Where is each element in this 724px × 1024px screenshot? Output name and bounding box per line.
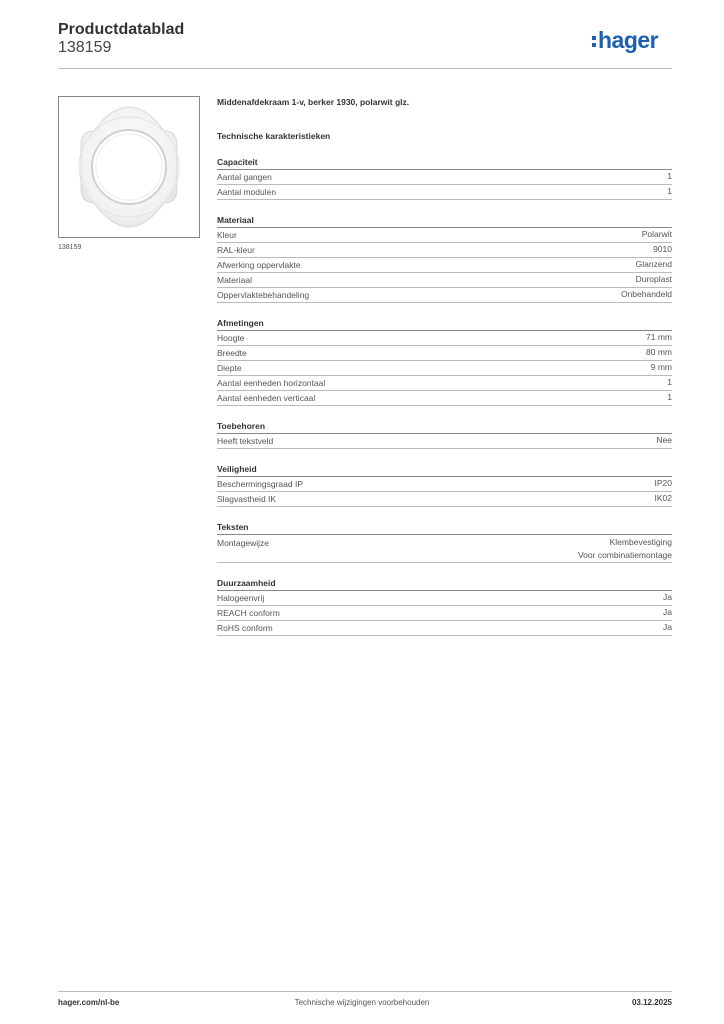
spec-value <box>663 591 672 605</box>
logo-dots-icon <box>592 34 596 48</box>
spec-row <box>217 621 672 636</box>
spec-label: Montagewijze <box>217 538 269 548</box>
spec-row <box>217 331 672 346</box>
spec-label: Afwerking oppervlakte <box>217 260 301 270</box>
spec-row <box>217 346 672 361</box>
section-heading: Afmetingen <box>217 317 672 331</box>
spec-value-line: 80 mm <box>646 347 672 357</box>
spec-label: Aantal eenheden verticaal <box>217 393 316 403</box>
spec-section <box>217 463 672 507</box>
footer-divider <box>58 991 672 992</box>
spec-section <box>217 521 672 563</box>
spec-value <box>667 185 672 199</box>
spec-label: Aantal eenheden horizontaal <box>217 378 326 388</box>
spec-value-line: Duroplast <box>635 274 672 284</box>
section-heading: Teksten <box>217 521 672 535</box>
spec-label: RAL-kleur <box>217 245 255 255</box>
spec-row <box>217 391 672 406</box>
spec-label: Diepte <box>217 363 242 373</box>
spec-value-line: 1 <box>667 171 672 181</box>
section-heading: Capaciteit <box>217 156 672 170</box>
spec-label: Hoogte <box>217 333 245 343</box>
spec-value <box>655 477 673 491</box>
spec-value <box>655 492 673 506</box>
spec-row <box>217 273 672 288</box>
spec-label: Beschermingsgraad IP <box>217 479 303 489</box>
spec-value-line: Voor combinatiemontage <box>577 549 672 560</box>
spec-label: Aantal modulen <box>217 187 277 197</box>
spec-value-line: Nee <box>656 435 672 445</box>
spec-value-line: Ja <box>663 592 672 602</box>
spec-value <box>667 391 672 405</box>
spec-label: Breedte <box>217 348 247 358</box>
hager-logo <box>592 27 658 54</box>
cover-frame-icon <box>59 97 199 237</box>
spec-value <box>636 273 672 287</box>
spec-value-line: 9 mm <box>650 362 672 372</box>
spec-value-line: 71 mm <box>646 332 672 342</box>
spec-row <box>217 591 672 606</box>
product-number: 138159 <box>58 39 112 56</box>
spec-row <box>217 361 672 376</box>
spec-value <box>667 170 672 184</box>
footer-date: 03.12.2025 <box>631 998 672 1007</box>
spec-value-line: 9010 <box>653 244 672 254</box>
spec-label: Kleur <box>217 230 237 240</box>
spec-value-line: IK02 <box>654 493 672 503</box>
spec-section <box>217 317 672 406</box>
spec-value <box>646 331 672 345</box>
spec-label: REACH conform <box>217 608 280 618</box>
header-divider <box>58 68 672 69</box>
spec-value-line: 1 <box>667 186 672 196</box>
spec-label: Halogeenvrij <box>217 593 265 603</box>
footer-disclaimer: Technische wijzigingen voorbehouden <box>294 998 430 1007</box>
spec-label: Aantal gangen <box>217 172 272 182</box>
section-heading: Veiligheid <box>217 463 672 477</box>
spec-value <box>653 243 672 257</box>
spec-value-line: Ja <box>663 607 672 617</box>
spec-label: Slagvastheid IK <box>217 494 277 504</box>
section-heading: Materiaal <box>217 214 672 228</box>
spec-value <box>663 621 672 635</box>
spec-value <box>656 434 672 448</box>
spec-value <box>663 606 672 620</box>
spec-row <box>217 228 672 243</box>
spec-value-line: Klembevestiging <box>609 537 672 547</box>
spec-label: Oppervlaktebehandeling <box>217 290 310 300</box>
spec-value-line: Glanzend <box>635 259 672 269</box>
spec-value <box>642 228 672 242</box>
spec-value <box>646 346 672 360</box>
spec-row <box>217 606 672 621</box>
spec-row <box>217 376 672 391</box>
spec-row <box>217 185 672 200</box>
spec-sections <box>217 156 672 636</box>
logo-text: hager <box>598 27 659 53</box>
spec-section <box>217 214 672 303</box>
spec-value <box>667 376 672 390</box>
spec-row <box>217 535 672 563</box>
product-image <box>58 96 200 238</box>
spec-value <box>636 258 672 272</box>
spec-value-line: 1 <box>667 377 672 387</box>
spec-row <box>217 288 672 303</box>
footer-website: hager.com/nl-be <box>58 998 120 1007</box>
product-title: Middenafdekraam 1-v, berker 1930, polarwit glz. <box>217 97 410 107</box>
spec-label: Materiaal <box>217 275 252 285</box>
spec-row <box>217 477 672 492</box>
spec-label: Heeft tekstveld <box>217 436 274 446</box>
spec-row <box>217 492 672 507</box>
page-title: Productdatablad <box>58 21 185 38</box>
spec-value <box>621 288 672 302</box>
spec-content <box>217 96 672 636</box>
section-heading: Duurzaamheid <box>217 577 672 591</box>
spec-value-line: Ja <box>663 622 672 632</box>
tech-heading: Technische karakteristieken <box>217 131 331 141</box>
spec-value <box>578 536 672 561</box>
spec-label: RoHS conform <box>217 623 273 633</box>
spec-value <box>651 361 672 375</box>
spec-section <box>217 577 672 636</box>
spec-value-line: 1 <box>667 392 672 402</box>
spec-section <box>217 420 672 449</box>
image-caption: 138159 <box>58 244 82 251</box>
spec-value-line: Onbehandeld <box>620 289 672 299</box>
spec-section <box>217 156 672 200</box>
spec-row <box>217 434 672 449</box>
spec-row <box>217 258 672 273</box>
spec-row <box>217 170 672 185</box>
spec-row <box>217 243 672 258</box>
spec-value-line: Polarwit <box>641 229 672 239</box>
spec-value-line: IP20 <box>654 478 672 488</box>
section-heading: Toebehoren <box>217 420 672 434</box>
